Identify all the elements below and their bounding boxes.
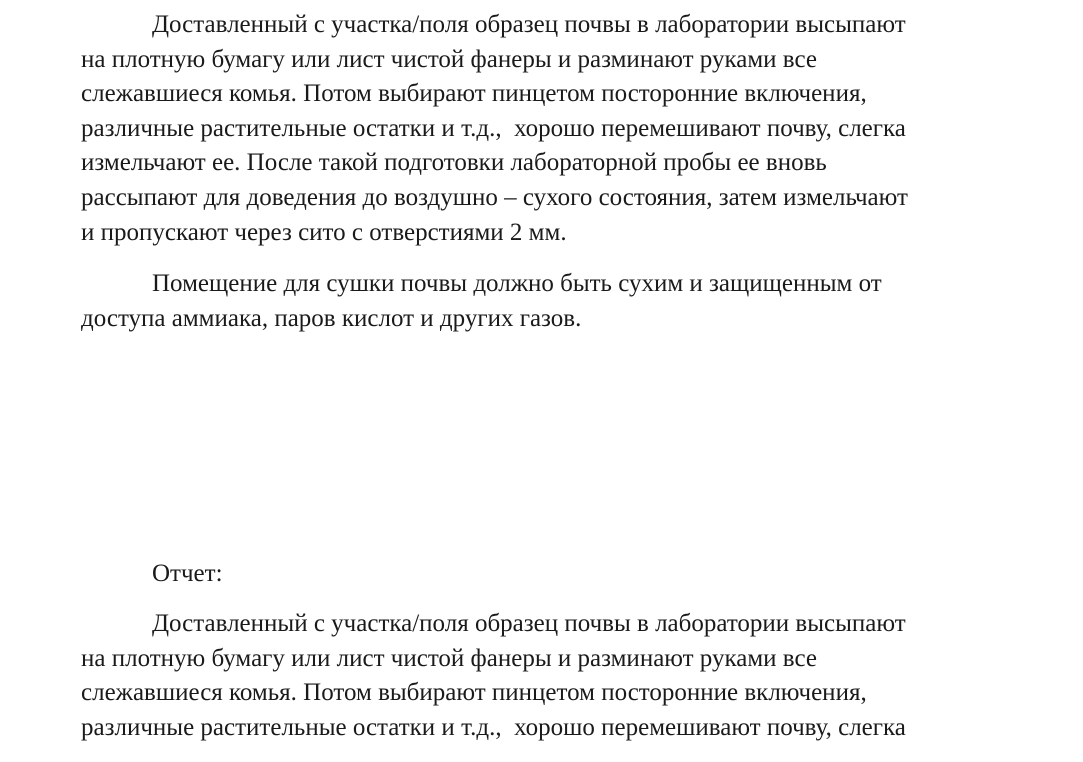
paragraph-sample-preparation xyxy=(81,8,908,250)
paragraph-line: Доставленный с участка/поля образец почвы в лаборатории высыпают xyxy=(152,610,906,637)
paragraph-drying-room xyxy=(81,267,882,336)
paragraph-line: Помещение для сушки почвы должно быть сухим и защищенным от xyxy=(152,270,882,297)
paragraph-line: различные растительные остатки и т.д., хорошо перемешивают почву, слегка xyxy=(81,713,906,741)
paragraph-line: рассыпают для доведения до воздушно – сухого состояния, затем измельчают xyxy=(81,183,908,211)
paragraph-line: на плотную бумагу или лист чистой фанеры и разминают руками все xyxy=(81,45,817,73)
paragraph-report-body xyxy=(81,607,906,745)
paragraph-line: доступа аммиака, паров кислот и других газов. xyxy=(81,304,582,332)
paragraph-line: и пропускают через сито с отверстиями 2 мм. xyxy=(81,218,567,246)
paragraph-line: различные растительные остатки и т.д., хорошо перемешивают почву, слегка xyxy=(81,114,906,142)
paragraph-line: Доставленный с участка/поля образец почвы в лаборатории высыпают xyxy=(152,11,906,38)
paragraph-line: измельчают ее. После такой подготовки лабораторной пробы ее вновь xyxy=(81,149,827,177)
report-heading-text: Отчет: xyxy=(152,560,223,587)
paragraph-line: слежавшиеся комья. Потом выбирают пинцетом посторонние включения, xyxy=(81,679,867,707)
report-heading xyxy=(81,557,223,592)
paragraph-line: слежавшиеся комья. Потом выбирают пинцетом посторонние включения, xyxy=(81,80,867,108)
paragraph-line: на плотную бумагу или лист чистой фанеры и разминают руками все xyxy=(81,644,817,672)
